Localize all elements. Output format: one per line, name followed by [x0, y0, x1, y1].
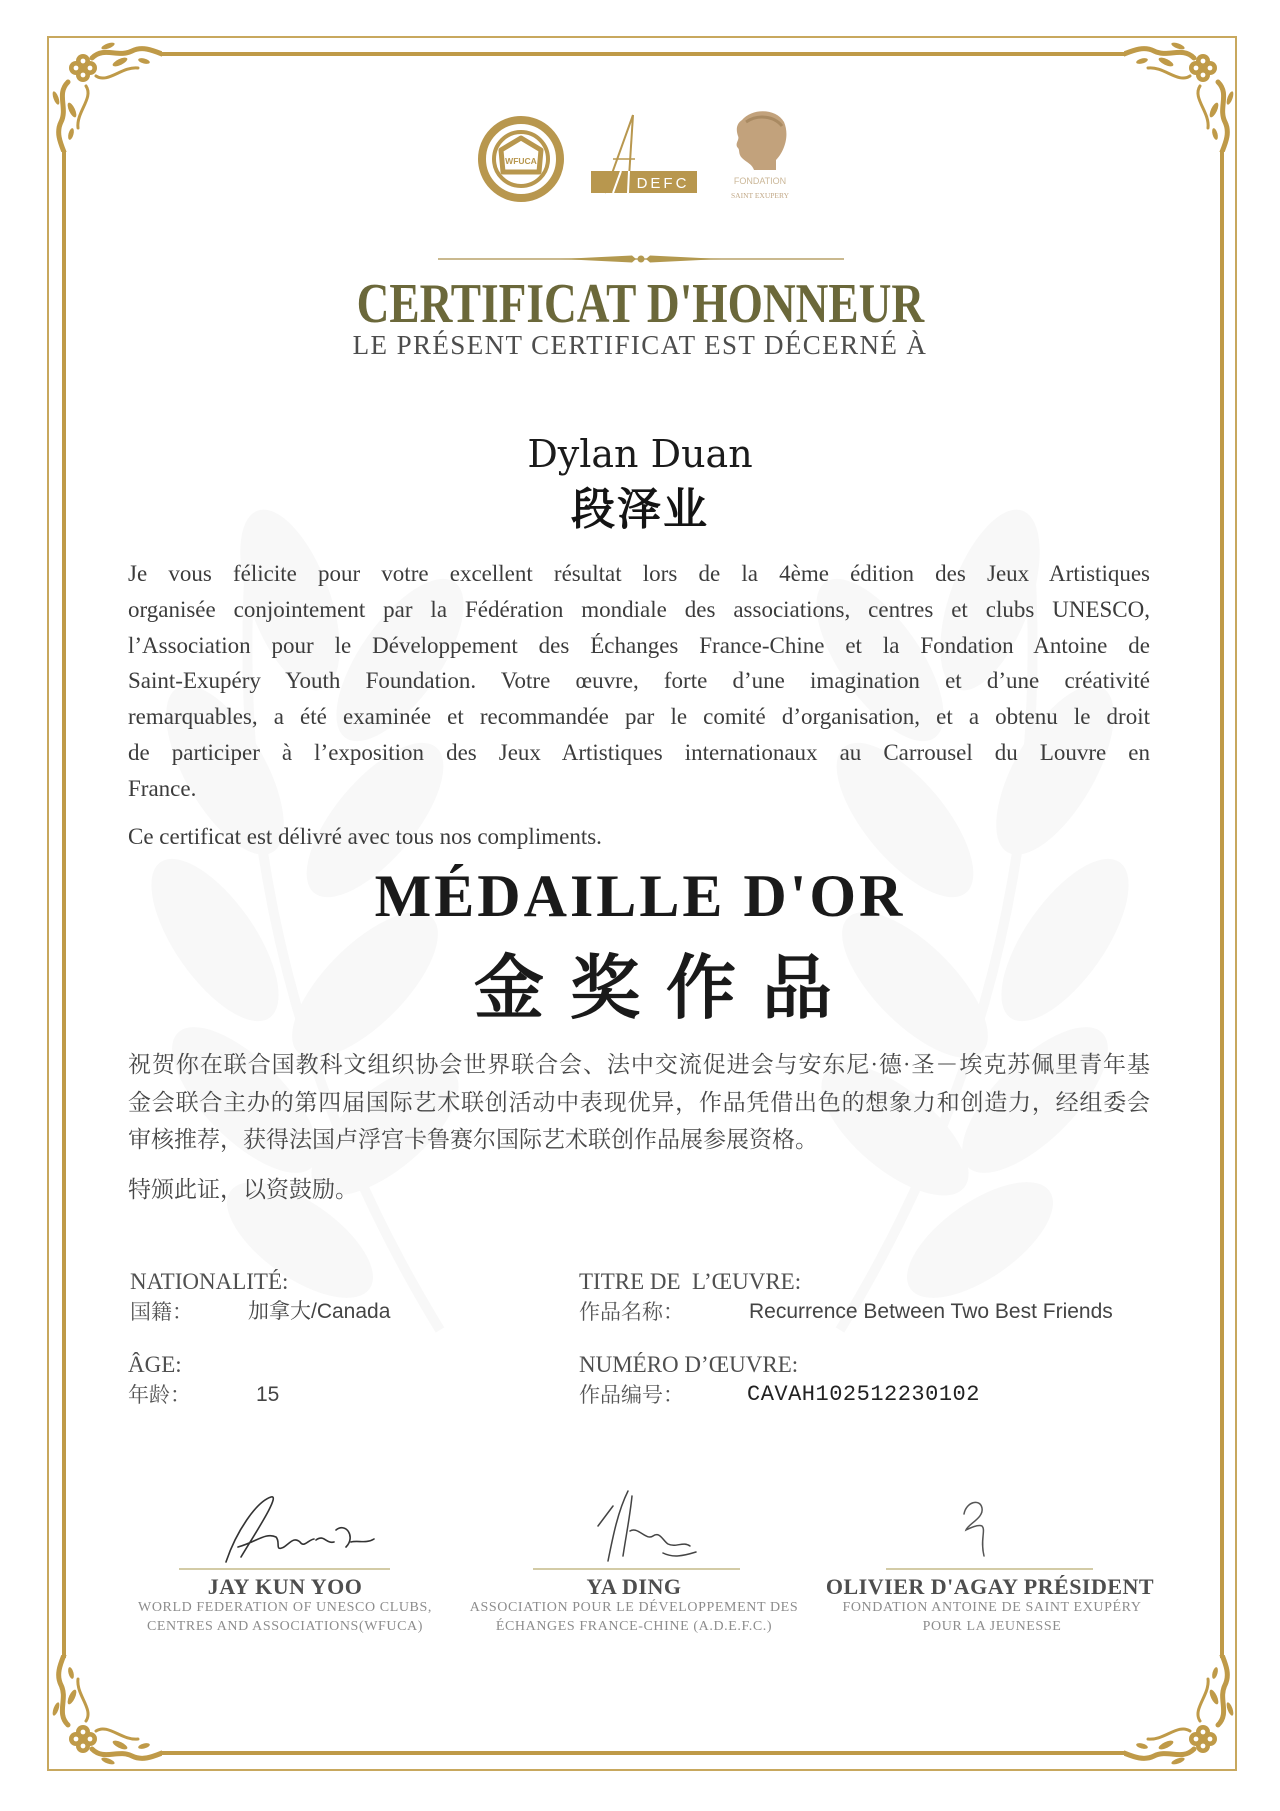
- signatory-name: YA DING: [586, 1574, 682, 1599]
- body-french-line: l’Association pour le Développement des Échanges France-Chine et la Fondation Antoine de: [128, 632, 1150, 658]
- body-french: [128, 556, 1150, 807]
- fondation-logo-line1: FONDATION: [733, 176, 787, 186]
- signature-olivier-dagay-icon: [950, 1494, 1010, 1560]
- signatory-org-line: WORLD FEDERATION OF UNESCO CLUBS,: [138, 1600, 432, 1615]
- wfuca-logo-text: WFUCA: [505, 156, 537, 166]
- recipient-name-en: Dylan Duan: [527, 432, 753, 476]
- body-french-line: France.: [128, 775, 197, 801]
- signatory-name: OLIVIER D'AGAY PRÉSIDENT: [825, 1574, 1155, 1599]
- body-french-line: de participer à l’exposition des Jeux Artistiques internationaux au Carrousel du Louvre en: [128, 739, 1150, 765]
- fondation-logo-icon: [724, 108, 796, 202]
- wfuca-logo-icon: [476, 114, 566, 204]
- certificate-title-text: CERTIFICAT D'HONNEUR: [356, 273, 924, 335]
- ornamental-divider-icon: [436, 252, 846, 266]
- work-number-label-zh: 作品编号：: [579, 1383, 684, 1407]
- signatory-org-line: ASSOCIATION POUR LE DÉVELOPPEMENT DES: [469, 1600, 799, 1615]
- body-french-line: Saint-Exupéry Youth Foundation. Votre œuvre, forte d’une imagination et d’une créativité: [128, 668, 1150, 694]
- signatory-organization: [782, 1598, 1202, 1636]
- signature-ya-ding-icon: [568, 1486, 703, 1566]
- corner-ornament-bottom-right-icon: [1124, 1655, 1234, 1765]
- body-chinese-closing: 特颁此证，以资鼓励。: [128, 1177, 358, 1202]
- signature-line: [179, 1568, 390, 1570]
- nationality-value: 加拿大/Canada: [248, 1300, 391, 1323]
- signatory-org-line: POUR LA JEUNESSE: [922, 1619, 1062, 1634]
- inner-border-top: [160, 52, 1126, 56]
- body-french-closing: Ce certificat est délivré avec tous nos compliments.: [128, 824, 602, 849]
- body-french-line: Je vous félicite pour votre excellent résultat lors de la 4ème édition des Jeux Artistiques: [128, 561, 1150, 586]
- signatory-org-line: CENTRES AND ASSOCIATIONS(WFUCA): [146, 1619, 424, 1634]
- age-label-fr: ÂGE:: [128, 1352, 182, 1377]
- signature-line: [886, 1568, 1093, 1570]
- work-title-value: Recurrence Between Two Best Friends: [749, 1300, 1113, 1323]
- adefc-logo-text: DEFC: [636, 175, 690, 192]
- award-title-zh: 金奖作品: [474, 951, 858, 1028]
- body-french-line: organisée conjointement par la Fédération mondiale des associations, centres et clubs UNESCO,: [128, 596, 1150, 622]
- work-number-value: CAVAH102512230102: [747, 1382, 980, 1407]
- work-number-label-fr: NUMÉRO D’ŒUVRE:: [579, 1352, 799, 1377]
- signatory-org-line: ÉCHANGES FRANCE-CHINE (A.D.E.F.C.): [495, 1619, 773, 1634]
- age-value: 15: [256, 1383, 280, 1406]
- certificate-title: [0, 273, 1280, 335]
- body-chinese-line: 祝贺你在联合国教科文组织协会世界联合会、法中交流促进会与安东尼·德·圣－埃克苏佩里青年基: [128, 1052, 1150, 1077]
- age-label-zh: 年龄：: [128, 1383, 191, 1407]
- body-chinese-line: 金会联合主办的第四届国际艺术联创活动中表现优异，作品凭借出色的想象力和创造力，经组委会: [128, 1089, 1150, 1115]
- signatory-name: JAY KUN YOO: [207, 1574, 363, 1599]
- recipient-name-zh: 段泽业: [571, 485, 709, 534]
- inner-border-bottom: [160, 1751, 1126, 1755]
- signatory-org-line: FONDATION ANTOINE DE SAINT EXUPÉRY: [842, 1600, 1142, 1615]
- adefc-logo: [591, 113, 697, 195]
- corner-ornament-top-left-icon: [52, 42, 162, 152]
- adefc-logo-icon: [591, 113, 697, 195]
- nationality-label-zh: 国籍：: [130, 1300, 193, 1324]
- wfuca-logo: [476, 114, 566, 204]
- signatory-organization: [424, 1598, 844, 1636]
- fondation-logo: [724, 108, 796, 202]
- corner-ornament-top-right-icon: [1124, 42, 1234, 152]
- fondation-logo-line2: SAINT EXUPERY: [731, 191, 789, 200]
- nationality-label-fr: NATIONALITÉ:: [130, 1269, 289, 1294]
- body-chinese: [128, 1046, 1150, 1159]
- certificate-subtitle: LE PRÉSENT CERTIFICAT EST DÉCERNÉ À: [352, 330, 928, 360]
- work-title-label-fr: TITRE DE L’ŒUVRE:: [579, 1269, 802, 1294]
- corner-ornament-bottom-left-icon: [52, 1655, 162, 1765]
- work-title-label-zh: 作品名称：: [579, 1300, 684, 1324]
- signature-jay-kun-yoo-icon: [196, 1492, 381, 1567]
- body-french-line: remarquables, a été examinée et recommandée par le comité d’organisation, et a obtenu le droit: [128, 704, 1150, 730]
- signature-line: [533, 1568, 740, 1570]
- award-title-fr: MÉDAILLE D'OR: [374, 863, 906, 929]
- body-chinese-line: 审核推荐，获得法国卢浮宫卡鲁赛尔国际艺术联创作品展参展资格。: [128, 1127, 818, 1152]
